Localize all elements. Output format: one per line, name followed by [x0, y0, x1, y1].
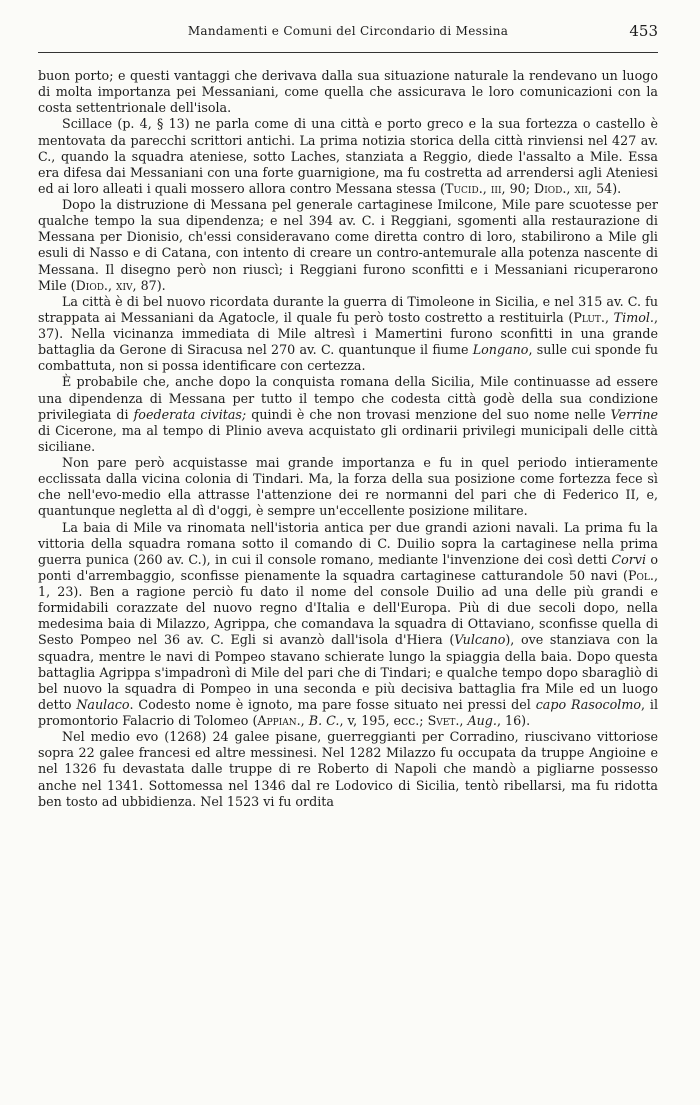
text-run: È probabile che, anche dopo la conquista romana della Sicilia, Mile continuasse ad essere una dipendenza di Messana per tutto il tempo che codesta città godè della sua condizione privilegiata di — [38, 374, 658, 422]
italic-text: foederata civitas; — [133, 406, 247, 422]
text-run: quindi è che non trovasi menzione del suo nome nelle — [246, 406, 611, 422]
text-run: , — [604, 309, 614, 325]
text-run: buon porto; e questi vantaggi che derivava dalla sua situazione naturale la rendevano un luogo di molta importanza pei Messaniani, come quella che assicurava le loro comunicazioni con la costa settentrionale dell'isola. — [38, 68, 658, 116]
text-run: , 90; — [501, 180, 535, 196]
text-run: Dopo la distruzione di Messana pel generale cartaginese Imilcone, Mile pare scuotesse per qualche tempo la sua dipendenza; e nel 394 av. C. i Reggiani, sgomenti alla restaurazione di Messana per Dionisio, ch'essi consideravano come diretta contro di loro, stabilirono a Mile gli esuli di Nasso e di Catana, con intento di creare un contro-antemurale alla potenza nascente di Messana. Il disegno però non riuscì; i Reggiani furono sconfitti e i Messaniani ricuperarono Mile ( — [38, 197, 658, 293]
italic-text: Corvi — [611, 551, 647, 567]
text-run: Scillace (p. 4, § 13) ne parla come di una città e porto greco e la sua fortezza o castello è mentovata da parecchi scrittori antichi. La prima notizia storica della città rinviensi nel 427 av. C., quando la squadra ateniese, sotto Laches, stanziata a Reggio, diede l'assalto a Mile. Essa era difesa dai Messaniani con una forte guarnigione, ma fu costretta ad arrendersi agli Ateniesi ed ai loro alleati i quali mossero allora contro Messana stessa ( — [38, 116, 658, 196]
text-run: , — [459, 713, 468, 728]
italic-text: B. C. — [308, 713, 340, 728]
small-caps-text: Pol. — [628, 567, 654, 583]
text-run: di Cicerone, ma al tempo di Plinio aveva acquistato gli ordinarii privilegi municipali delle città siciliane. — [38, 422, 658, 454]
text-run: , — [482, 180, 491, 196]
italic-text: Longano — [472, 342, 529, 358]
paragraph — [38, 729, 658, 810]
text-run: , sulle cui sponde fu combattuta, non si possa identificare con certezza. — [38, 342, 658, 374]
paragraph — [38, 455, 658, 520]
small-caps-text: iii — [490, 180, 502, 196]
text-run: ), ove stanziava con la squadra, mentre le navi di Pompeo stavano schierate lungo la spiaggia della baia. Dopo questa battaglia Agrippa s'impadronì di Mile del pari che di Tindari; e qualche tempo dopo sbaragliò di bel nuovo la squadra di Pompeo in una seconda e più decisiva battaglia fra Mile ed un luogo detto — [38, 632, 658, 712]
text-run: Nel medio evo (1268) 24 galee pisane, guerreggianti per Corradino, riuscivano vittoriose sopra 22 galee francesi ed altre messinesi. Nel 1282 Milazzo fu occupata da truppe Angioine e nel 1326 fu devastata dalle truppe di re Roberto di Napoli che mandò a pigliarne possesso anche nel 1341. Sottomessa nel 1346 dal re Lodovico di Sicilia, tentò ribellarsi, ma fu ridotta ben tosto ad ubbidienza. Nel 1523 vi fu ordita — [38, 729, 658, 809]
small-caps-text: Diod. — [534, 180, 567, 196]
text-run: , 16). — [496, 713, 531, 728]
text-run: La baia di Mile va rinomata nell'istoria antica per due grandi azioni navali. La prima fu la vittoria della squadra romana sotto il comando di C. Duilio sopra la cartaginese nella prima guerra punica (260 av. C.), in cui il console romano, mediante l'invenzione dei così detti — [38, 519, 658, 567]
small-caps-text: Appian. — [257, 713, 301, 728]
paragraph — [38, 116, 658, 197]
page-header — [38, 22, 658, 44]
text-run: , 1, 23). Ben a ragione perciò fu dato il nome del console Duilio ad una delle più grandi e formidabili corazzate del nuovo regno d'Italia e dell'Europa. Più di due secoli dopo, nella medesima baia di Milazzo, Agrippa, che comandava la squadra di Ottaviano, sconfisse quella di Sesto Pompeo nel 36 av. C. Egli si avanzò dall'isola d'Hiera ( — [38, 567, 658, 648]
italic-text: Naulaco — [76, 696, 130, 712]
text-run: o ponti d'arrembaggio, sconfisse pienamente la squadra cartaginese catturandole 50 navi ( — [38, 551, 658, 583]
running-title: Mandamenti e Comuni del Circondario di Messina — [187, 24, 509, 38]
text-run: , — [300, 713, 309, 728]
header-rule — [38, 52, 658, 53]
italic-text: Aug. — [467, 713, 497, 728]
paragraph — [38, 520, 658, 730]
italic-text: Vulcano — [454, 632, 506, 648]
small-caps-text: Plut. — [573, 309, 605, 325]
body-text — [38, 68, 658, 810]
paragraph — [38, 374, 658, 455]
text-run: , il promontorio Falacrio di Tolomeo ( — [38, 696, 658, 728]
paragraph — [38, 294, 658, 375]
text-run: , 54). — [588, 180, 622, 196]
text-run: , — [107, 277, 117, 293]
small-caps-text: Tucid. — [445, 180, 483, 196]
italic-text: Verrine — [610, 406, 658, 422]
paragraph — [38, 197, 658, 294]
italic-text: Timol. — [613, 309, 654, 325]
text-run: , 87). — [132, 277, 166, 293]
italic-text: capo Rasocolmo — [535, 696, 641, 712]
text-run: , — [566, 180, 575, 196]
page-number: 453 — [629, 22, 658, 40]
paragraph — [38, 68, 658, 116]
text-run: , 37). Nella vicinanza immediata di Mile altresì i Mamertini furono sconfitti in una grande battaglia da Gerone di Siracusa nel 270 av. C. quantunque il fiume — [38, 309, 658, 358]
small-caps-text: Diod. — [75, 277, 108, 293]
text-run: Non pare però acquistasse mai grande importanza e fu in quel periodo intieramente ecclissata dalla vicina colonia di Tindari. Ma, la forza della sua posizione come fortezza fece sì che nell'evo-medio ella attrasse l'attenzione dei re normanni del pari che di Federico II, e, quantunque negletta al dì d'oggi, è sempre un'eccellente posizione militare. — [38, 455, 658, 519]
text-run: La città è di bel nuovo ricordata durante la guerra di Timoleone in Sicilia, e nel 315 av. C. fu strappata ai Messaniani da Agatocle, il quale fu però tosto costretto a restituirla ( — [38, 293, 658, 325]
text-run: . Codesto nome è ignoto, ma pare fosse situato nei pressi del — [129, 696, 536, 712]
small-caps-text: xii — [574, 180, 588, 196]
small-caps-text: Svet. — [427, 713, 460, 728]
text-run: , v, 195, ecc.; — [339, 713, 428, 728]
small-caps-text: xiv — [116, 277, 133, 293]
